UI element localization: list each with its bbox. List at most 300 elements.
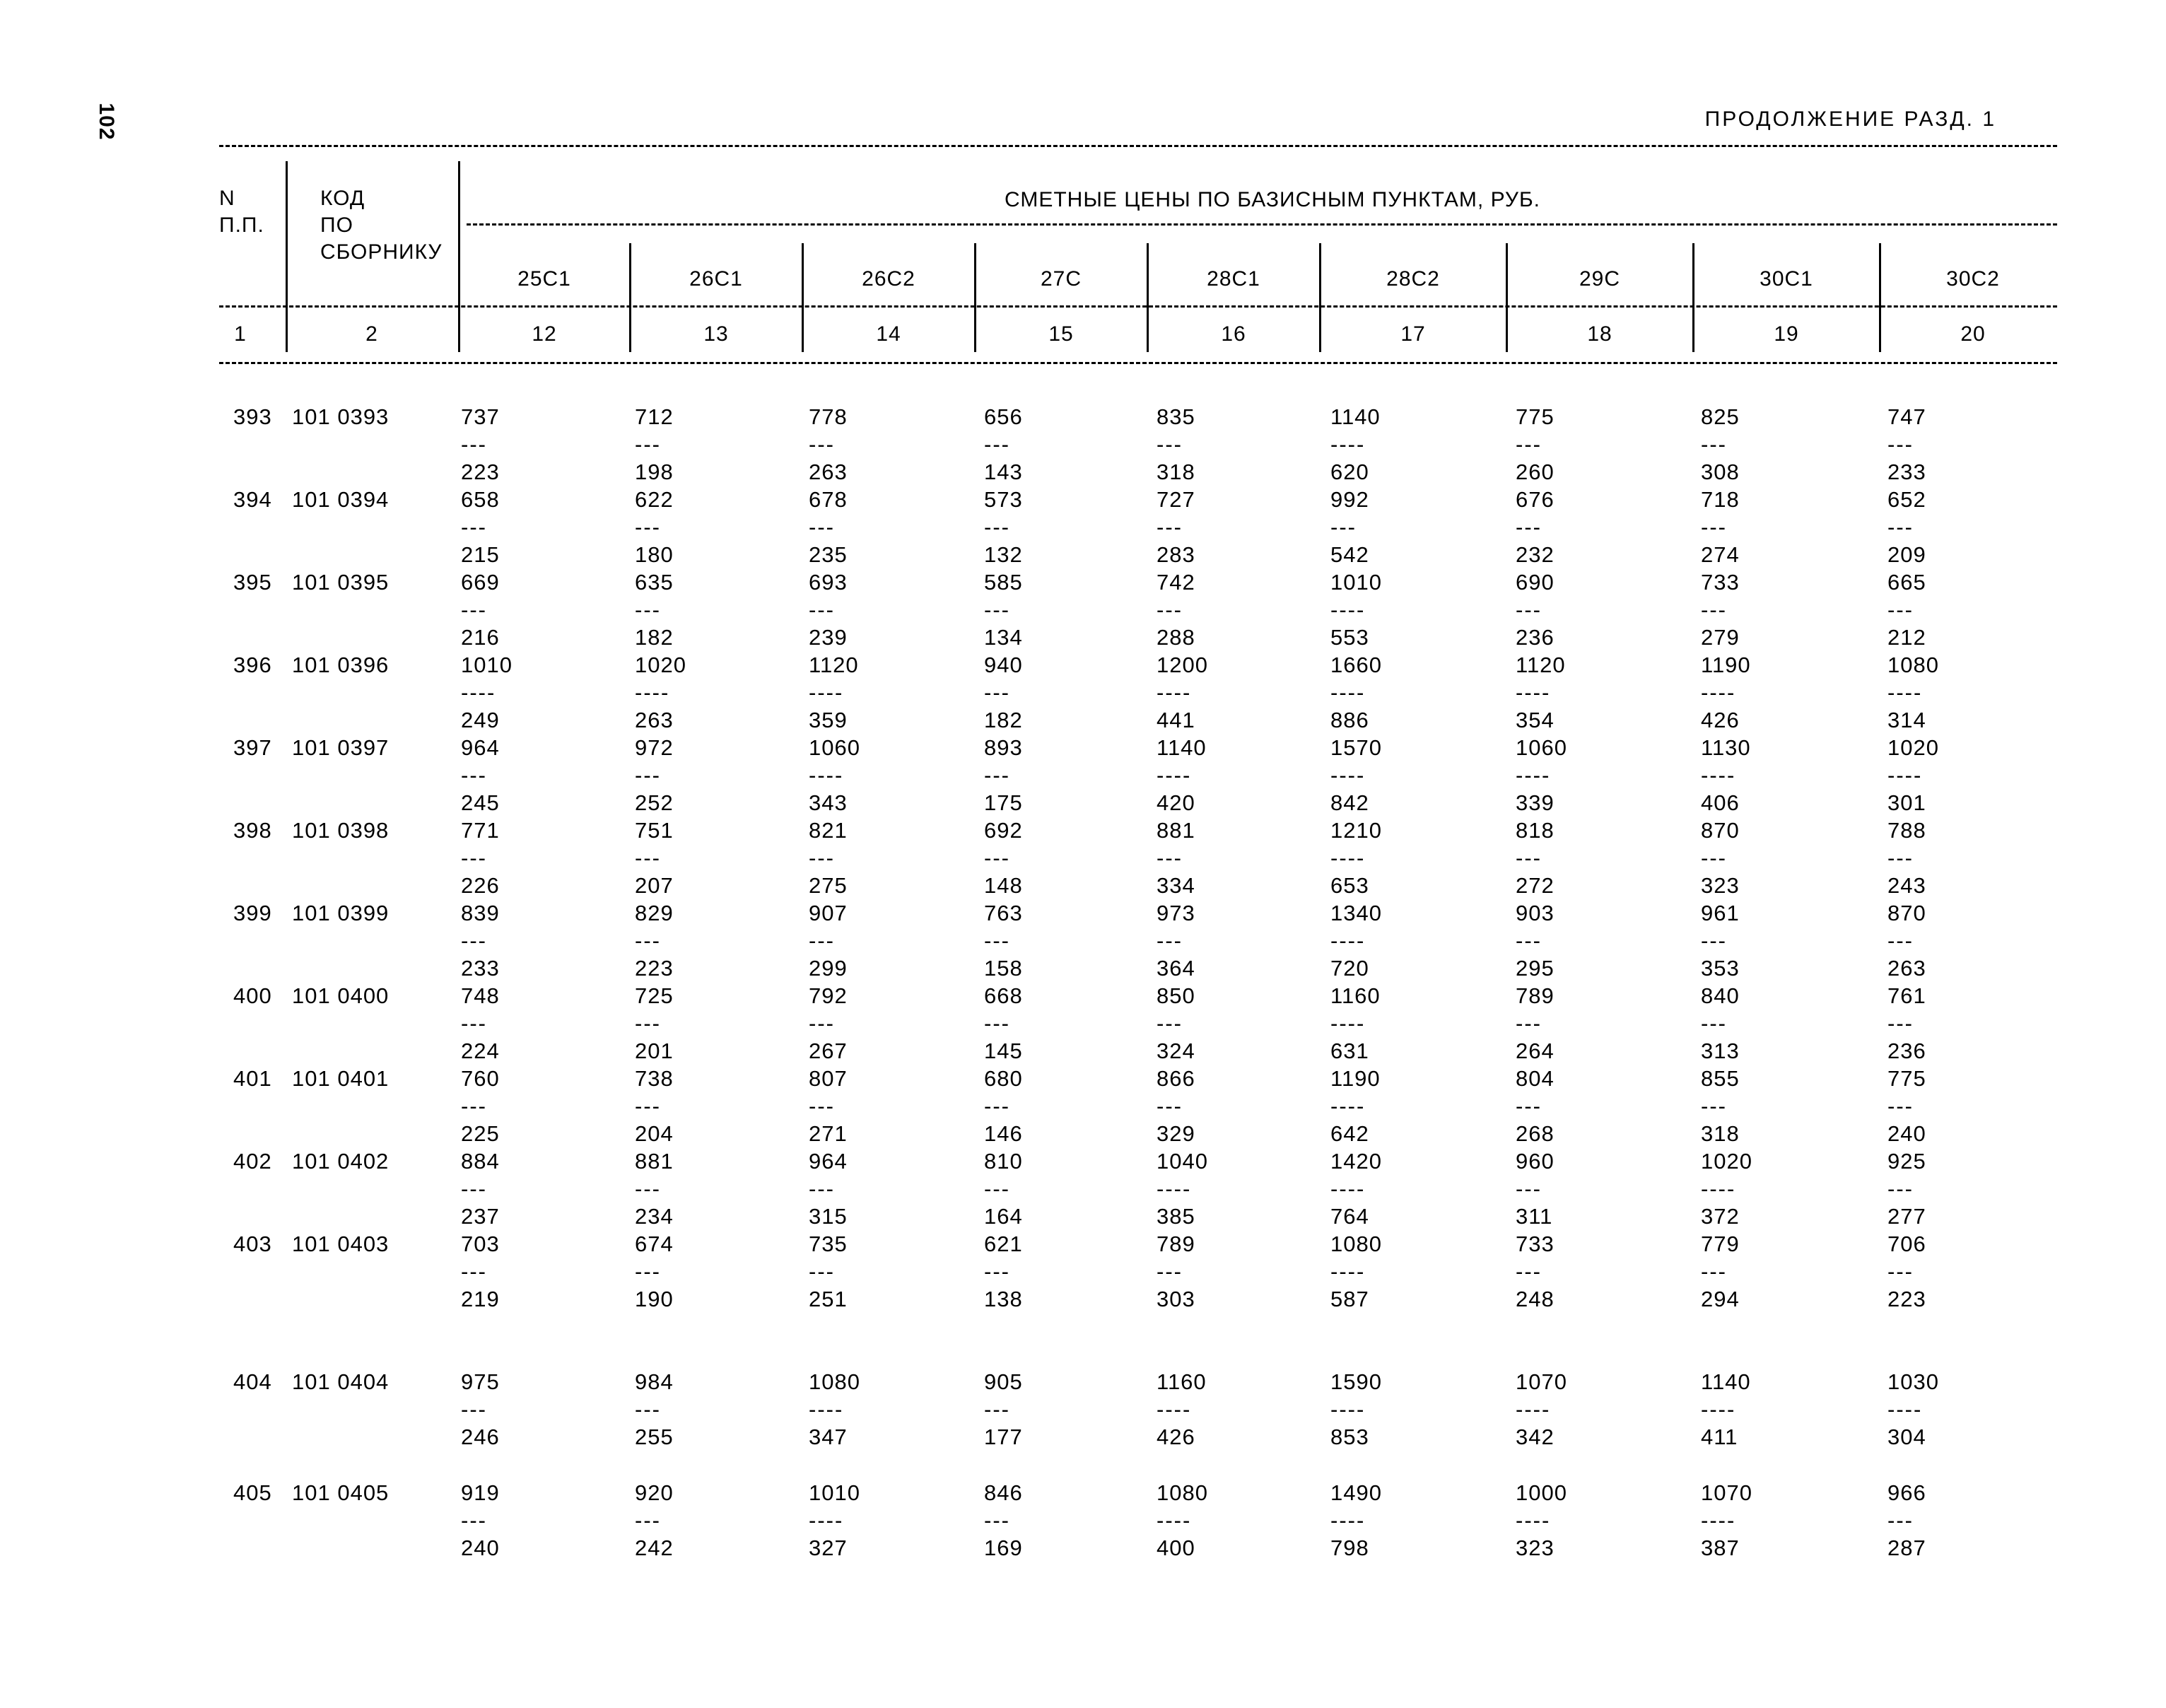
price-lower: 359 [809, 708, 848, 732]
fraction-dashes: --- [984, 846, 1010, 870]
price-upper: 761 [1887, 983, 1926, 1008]
price-lower: 158 [984, 956, 1023, 981]
price-lower: 323 [1516, 1536, 1555, 1560]
price-upper: 961 [1701, 901, 1740, 925]
price-lower: 886 [1330, 708, 1369, 732]
price-upper: 668 [984, 983, 1023, 1008]
row-number: 396 [233, 653, 272, 677]
price-upper: 789 [1157, 1232, 1195, 1256]
price-upper: 829 [635, 901, 674, 925]
fraction-dashes: --- [1887, 1176, 1914, 1201]
price-upper: 585 [984, 570, 1023, 595]
price-lower: 372 [1701, 1204, 1740, 1229]
price-upper: 692 [984, 818, 1023, 843]
fraction-dashes: --- [984, 680, 1010, 705]
price-upper: 1660 [1330, 653, 1382, 677]
price-lower: 268 [1516, 1121, 1555, 1146]
fraction-dashes: --- [635, 928, 661, 953]
price-lower: 314 [1887, 708, 1926, 732]
price-upper: 1200 [1157, 653, 1208, 677]
fraction-dashes: --- [809, 1259, 835, 1284]
price-upper: 751 [635, 818, 674, 843]
price-lower: 553 [1330, 625, 1369, 650]
price-lower: 277 [1887, 1204, 1926, 1229]
price-upper: 1120 [1516, 653, 1566, 677]
fraction-dashes: --- [984, 515, 1010, 539]
price-lower: 342 [1516, 1425, 1555, 1449]
price-upper: 622 [635, 487, 674, 512]
fraction-dashes: ---- [1516, 680, 1551, 705]
price-lower: 204 [635, 1121, 674, 1146]
price-lower: 148 [984, 873, 1023, 898]
fraction-dashes: --- [461, 763, 487, 788]
price-lower: 339 [1516, 790, 1555, 815]
col-num-header-line2: П.П. [219, 214, 264, 237]
price-lower: 842 [1330, 790, 1369, 815]
fraction-dashes: --- [809, 597, 835, 622]
price-lower: 631 [1330, 1039, 1369, 1063]
fraction-dashes: --- [635, 1508, 661, 1533]
price-lower: 271 [809, 1121, 848, 1146]
price-lower: 164 [984, 1204, 1023, 1229]
col-header-25c1: 25С1 [517, 267, 571, 291]
price-lower: 318 [1157, 460, 1195, 484]
fraction-dashes: --- [984, 1011, 1010, 1036]
price-group-title: СМЕТНЫЕ ЦЕНЫ ПО БАЗИСНЫМ ПУНКТАМ, РУБ. [1005, 188, 1540, 211]
price-lower: 304 [1887, 1425, 1926, 1449]
price-lower: 207 [635, 873, 674, 898]
price-upper: 693 [809, 570, 848, 595]
fraction-dashes: --- [809, 846, 835, 870]
price-lower: 169 [984, 1536, 1023, 1560]
col-number-18: 18 [1587, 322, 1612, 346]
fraction-dashes: ---- [1330, 680, 1366, 705]
price-lower: 175 [984, 790, 1023, 815]
price-upper: 690 [1516, 570, 1555, 595]
fraction-dashes: --- [1887, 928, 1914, 953]
fraction-dashes: --- [984, 1508, 1010, 1533]
price-lower: 248 [1516, 1287, 1555, 1311]
price-upper: 1080 [1887, 653, 1939, 677]
price-lower: 232 [1516, 542, 1555, 567]
price-lower: 620 [1330, 460, 1369, 484]
price-lower: 236 [1516, 625, 1555, 650]
price-upper: 1060 [1516, 735, 1567, 760]
page-number: 102 [95, 103, 118, 141]
price-lower: 364 [1157, 956, 1195, 981]
price-lower: 219 [461, 1287, 500, 1311]
fraction-dashes: --- [461, 1259, 487, 1284]
price-lower: 327 [809, 1536, 848, 1560]
price-upper: 821 [809, 818, 848, 843]
fraction-dashes: --- [635, 1094, 661, 1118]
price-lower: 426 [1701, 708, 1740, 732]
group-title-rule [467, 223, 2057, 226]
fraction-dashes: ---- [809, 763, 844, 788]
fraction-dashes: --- [635, 1397, 661, 1422]
row-number: 401 [233, 1066, 272, 1091]
price-upper: 635 [635, 570, 674, 595]
fraction-dashes: ---- [1157, 1397, 1192, 1422]
col-number-13: 13 [703, 322, 729, 346]
fraction-dashes: --- [1887, 1508, 1914, 1533]
price-lower: 242 [635, 1536, 674, 1560]
price-upper: 818 [1516, 818, 1555, 843]
fraction-dashes: --- [1516, 515, 1542, 539]
fraction-dashes: --- [1887, 1011, 1914, 1036]
price-upper: 870 [1701, 818, 1740, 843]
fraction-dashes: --- [1701, 928, 1727, 953]
price-lower: 329 [1157, 1121, 1195, 1146]
fraction-dashes: --- [461, 1094, 487, 1118]
price-lower: 201 [635, 1039, 674, 1063]
price-upper: 658 [461, 487, 500, 512]
fraction-dashes: --- [461, 1011, 487, 1036]
price-upper: 1010 [809, 1480, 860, 1505]
fraction-dashes: --- [1157, 1259, 1183, 1284]
price-lower: 190 [635, 1287, 674, 1311]
fraction-dashes: --- [1701, 432, 1727, 457]
header-bottom-rule [219, 305, 2057, 308]
price-upper: 1190 [1330, 1066, 1381, 1091]
price-upper: 789 [1516, 983, 1555, 1008]
fraction-dashes: ---- [635, 680, 670, 705]
price-lower: 177 [984, 1425, 1023, 1449]
fraction-dashes: --- [461, 1508, 487, 1533]
fraction-dashes: --- [984, 1259, 1010, 1284]
price-lower: 272 [1516, 873, 1555, 898]
fraction-dashes: ---- [1330, 1397, 1366, 1422]
fraction-dashes: --- [1701, 846, 1727, 870]
price-lower: 385 [1157, 1204, 1195, 1229]
fraction-dashes: --- [1887, 432, 1914, 457]
fraction-dashes: ---- [1330, 1508, 1366, 1533]
price-upper: 1000 [1516, 1480, 1567, 1505]
price-lower: 209 [1887, 542, 1926, 567]
price-upper: 905 [984, 1369, 1023, 1394]
price-lower: 143 [984, 460, 1023, 484]
price-lower: 138 [984, 1287, 1023, 1311]
price-upper: 907 [809, 901, 848, 925]
price-lower: 198 [635, 460, 674, 484]
fraction-dashes: ---- [1330, 928, 1366, 953]
price-upper: 748 [461, 983, 500, 1008]
row-number: 400 [233, 983, 272, 1008]
price-lower: 267 [809, 1039, 848, 1063]
price-lower: 223 [635, 956, 674, 981]
fraction-dashes: --- [635, 846, 661, 870]
price-lower: 252 [635, 790, 674, 815]
fraction-dashes: --- [461, 515, 487, 539]
fraction-dashes: ---- [461, 680, 496, 705]
fraction-dashes: --- [809, 1011, 835, 1036]
fraction-dashes: --- [635, 432, 661, 457]
fraction-dashes: --- [1516, 846, 1542, 870]
row-number: 403 [233, 1232, 272, 1256]
col-number-17: 17 [1400, 322, 1426, 346]
price-lower: 235 [809, 542, 848, 567]
price-lower: 441 [1157, 708, 1195, 732]
price-lower: 853 [1330, 1425, 1369, 1449]
fraction-dashes: --- [1516, 432, 1542, 457]
price-upper: 1590 [1330, 1369, 1382, 1394]
price-lower: 182 [984, 708, 1023, 732]
fraction-dashes: --- [635, 597, 661, 622]
col-header-27c: 27С [1040, 267, 1082, 291]
row-number: 404 [233, 1369, 272, 1394]
row-code: 101 0393 [292, 404, 390, 429]
price-upper: 919 [461, 1480, 500, 1505]
price-lower: 239 [809, 625, 848, 650]
price-upper: 1160 [1157, 1369, 1207, 1394]
fraction-dashes: ---- [1330, 432, 1366, 457]
price-upper: 727 [1157, 487, 1195, 512]
row-code: 101 0399 [292, 901, 390, 925]
price-lower: 223 [1887, 1287, 1926, 1311]
price-lower: 215 [461, 542, 500, 567]
price-lower: 400 [1157, 1536, 1195, 1560]
fraction-dashes: ---- [1701, 1508, 1736, 1533]
price-upper: 810 [984, 1149, 1023, 1174]
price-upper: 573 [984, 487, 1023, 512]
price-lower: 223 [461, 460, 500, 484]
col-num-header-line1: N [219, 187, 235, 210]
price-lower: 343 [809, 790, 848, 815]
price-upper: 840 [1701, 983, 1740, 1008]
fraction-dashes: ---- [1516, 1508, 1551, 1533]
price-lower: 226 [461, 873, 500, 898]
row-number: 397 [233, 735, 272, 760]
col-code-header-line1: КОД [320, 187, 365, 210]
price-lower: 237 [461, 1204, 500, 1229]
fraction-dashes: --- [461, 432, 487, 457]
price-upper: 1080 [1330, 1232, 1382, 1256]
row-number: 395 [233, 570, 272, 595]
price-upper: 825 [1701, 404, 1740, 429]
fraction-dashes: --- [1157, 597, 1183, 622]
body-top-rule [219, 362, 2057, 364]
price-lower: 334 [1157, 873, 1195, 898]
price-lower: 145 [984, 1039, 1023, 1063]
price-upper: 1340 [1330, 901, 1382, 925]
fraction-dashes: ---- [1701, 1397, 1736, 1422]
price-upper: 778 [809, 404, 848, 429]
price-lower: 311 [1516, 1204, 1553, 1229]
fraction-dashes: --- [635, 515, 661, 539]
fraction-dashes: --- [635, 1259, 661, 1284]
price-lower: 323 [1701, 873, 1740, 898]
col-number-19: 19 [1774, 322, 1799, 346]
fraction-dashes: --- [1157, 1094, 1183, 1118]
fraction-dashes: --- [1516, 928, 1542, 953]
fraction-dashes: --- [461, 1397, 487, 1422]
row-number: 394 [233, 487, 272, 512]
price-lower: 249 [461, 708, 500, 732]
price-upper: 1060 [809, 735, 860, 760]
price-upper: 775 [1516, 404, 1555, 429]
fraction-dashes: --- [1516, 597, 1542, 622]
col-number-1: 1 [234, 322, 247, 346]
price-lower: 387 [1701, 1536, 1740, 1560]
fraction-dashes: ---- [1701, 1176, 1736, 1201]
fraction-dashes: --- [1887, 515, 1914, 539]
price-lower: 315 [809, 1204, 848, 1229]
price-lower: 294 [1701, 1287, 1740, 1311]
price-upper: 1130 [1701, 735, 1751, 760]
col-header-29c: 29С [1579, 267, 1621, 291]
price-lower: 146 [984, 1121, 1023, 1146]
fraction-dashes: ---- [1701, 763, 1736, 788]
fraction-dashes: --- [1887, 846, 1914, 870]
price-upper: 1490 [1330, 1480, 1382, 1505]
price-upper: 678 [809, 487, 848, 512]
fraction-dashes: ---- [809, 1508, 844, 1533]
price-upper: 1570 [1330, 735, 1382, 760]
price-lower: 180 [635, 542, 674, 567]
col-header-30c1: 30С1 [1760, 267, 1813, 291]
price-upper: 706 [1887, 1232, 1926, 1256]
price-upper: 855 [1701, 1066, 1740, 1091]
fraction-dashes: --- [1701, 515, 1727, 539]
price-upper: 735 [809, 1232, 848, 1256]
price-lower: 216 [461, 625, 500, 650]
price-upper: 1020 [635, 653, 686, 677]
price-lower: 245 [461, 790, 500, 815]
fraction-dashes: ---- [1330, 1176, 1366, 1201]
price-upper: 665 [1887, 570, 1926, 595]
price-upper: 669 [461, 570, 500, 595]
row-number: 405 [233, 1480, 272, 1505]
fraction-dashes: --- [635, 1011, 661, 1036]
row-code: 101 0396 [292, 653, 390, 677]
fraction-dashes: ---- [1887, 763, 1923, 788]
price-upper: 792 [809, 983, 848, 1008]
price-upper: 881 [635, 1149, 674, 1174]
price-lower: 233 [461, 956, 500, 981]
fraction-dashes: --- [1701, 1094, 1727, 1118]
price-upper: 1030 [1887, 1369, 1939, 1394]
price-lower: 587 [1330, 1287, 1369, 1311]
price-lower: 251 [809, 1287, 848, 1311]
price-lower: 240 [461, 1536, 500, 1560]
fraction-dashes: ---- [1516, 1397, 1551, 1422]
price-lower: 283 [1157, 542, 1195, 567]
price-lower: 236 [1887, 1039, 1926, 1063]
row-code: 101 0402 [292, 1149, 390, 1174]
price-upper: 940 [984, 653, 1023, 677]
price-lower: 255 [635, 1425, 674, 1449]
price-upper: 652 [1887, 487, 1926, 512]
row-code: 101 0404 [292, 1369, 390, 1394]
price-upper: 846 [984, 1480, 1023, 1505]
fraction-dashes: --- [1516, 1011, 1542, 1036]
price-lower: 134 [984, 625, 1023, 650]
row-number: 398 [233, 818, 272, 843]
price-lower: 288 [1157, 625, 1195, 650]
fraction-dashes: ---- [809, 680, 844, 705]
fraction-dashes: --- [1157, 432, 1183, 457]
row-code: 101 0398 [292, 818, 390, 843]
price-upper: 964 [461, 735, 500, 760]
row-code: 101 0394 [292, 487, 390, 512]
price-lower: 720 [1330, 956, 1369, 981]
fraction-dashes: --- [1701, 1011, 1727, 1036]
price-lower: 411 [1701, 1425, 1738, 1449]
row-code: 101 0397 [292, 735, 390, 760]
fraction-dashes: ---- [1330, 597, 1366, 622]
fraction-dashes: --- [809, 432, 835, 457]
price-upper: 788 [1887, 818, 1926, 843]
price-lower: 260 [1516, 460, 1555, 484]
fraction-dashes: ---- [1330, 1259, 1366, 1284]
price-lower: 764 [1330, 1204, 1369, 1229]
price-upper: 621 [984, 1232, 1023, 1256]
price-upper: 804 [1516, 1066, 1555, 1091]
fraction-dashes: --- [1516, 1259, 1542, 1284]
price-lower: 287 [1887, 1536, 1926, 1560]
price-upper: 1160 [1330, 983, 1381, 1008]
price-lower: 243 [1887, 873, 1926, 898]
price-upper: 975 [461, 1369, 500, 1394]
fraction-dashes: --- [1157, 1011, 1183, 1036]
price-lower: 246 [461, 1425, 500, 1449]
price-lower: 426 [1157, 1425, 1195, 1449]
col-number-2: 2 [365, 322, 378, 346]
price-lower: 308 [1701, 460, 1740, 484]
price-upper: 1210 [1330, 818, 1382, 843]
fraction-dashes: --- [809, 1094, 835, 1118]
price-upper: 835 [1157, 404, 1195, 429]
fraction-dashes: --- [984, 928, 1010, 953]
col-number-14: 14 [876, 322, 901, 346]
col-header-28c2: 28С2 [1386, 267, 1440, 291]
fraction-dashes: --- [984, 1094, 1010, 1118]
price-upper: 1070 [1701, 1480, 1752, 1505]
price-upper: 1190 [1701, 653, 1751, 677]
price-lower: 274 [1701, 542, 1740, 567]
row-code: 101 0395 [292, 570, 390, 595]
fraction-dashes: ---- [1330, 1011, 1366, 1036]
fraction-dashes: ---- [1887, 1397, 1923, 1422]
price-upper: 775 [1887, 1066, 1926, 1091]
price-upper: 725 [635, 983, 674, 1008]
fraction-dashes: --- [809, 515, 835, 539]
fraction-dashes: --- [461, 846, 487, 870]
row-number: 393 [233, 404, 272, 429]
price-upper: 680 [984, 1066, 1023, 1091]
price-lower: 303 [1157, 1287, 1195, 1311]
fraction-dashes: ---- [1157, 1508, 1192, 1533]
col-number-20: 20 [1960, 322, 1986, 346]
price-lower: 295 [1516, 956, 1555, 981]
row-number: 402 [233, 1149, 272, 1174]
fraction-dashes: --- [461, 597, 487, 622]
fraction-dashes: --- [1887, 1094, 1914, 1118]
col-header-30c2: 30С2 [1946, 267, 2000, 291]
fraction-dashes: ---- [1330, 846, 1366, 870]
price-upper: 1070 [1516, 1369, 1567, 1394]
fraction-dashes: --- [984, 597, 1010, 622]
row-code: 101 0400 [292, 983, 390, 1008]
price-lower: 324 [1157, 1039, 1195, 1063]
fraction-dashes: ---- [1330, 763, 1366, 788]
price-upper: 866 [1157, 1066, 1195, 1091]
price-lower: 212 [1887, 625, 1926, 650]
price-upper: 737 [461, 404, 500, 429]
price-upper: 1010 [1330, 570, 1382, 595]
price-upper: 973 [1157, 901, 1195, 925]
fraction-dashes: --- [984, 1397, 1010, 1422]
